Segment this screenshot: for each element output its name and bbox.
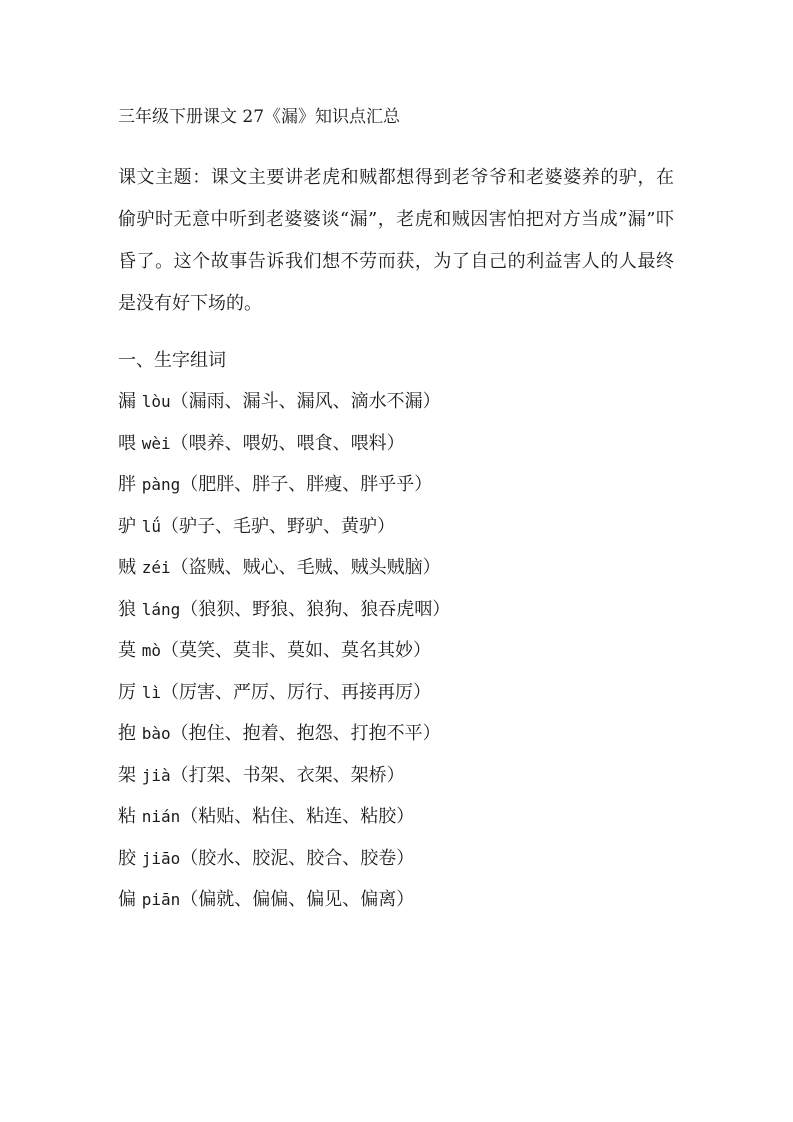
- vocabulary-character: 厉: [118, 681, 136, 703]
- vocabulary-pinyin: pàng: [141, 475, 181, 494]
- vocabulary-pinyin: jià: [141, 765, 171, 785]
- vocabulary-pinyin: lì: [141, 682, 161, 702]
- vocabulary-item: [118, 681, 450, 723]
- vocabulary-terms: （偏就、偏偏、偏见、偏离）: [180, 889, 415, 910]
- vocabulary-item: [118, 556, 450, 598]
- vocabulary-terms: （漏雨、漏斗、漏风、滴水不漏）: [170, 391, 441, 412]
- vocabulary-item: [118, 722, 450, 764]
- vocabulary-item: [118, 805, 450, 847]
- vocabulary-pinyin: bào: [141, 724, 171, 743]
- vocabulary-terms: （抱住、抱着、抱怨、打抱不平）: [170, 723, 441, 744]
- vocabulary-terms: （粘贴、粘住、粘连、粘胶）: [180, 806, 415, 827]
- vocabulary-character: 狼: [118, 598, 136, 620]
- vocabulary-terms: （肥胖、胖子、胖瘦、胖乎乎）: [180, 474, 433, 495]
- vocabulary-pinyin: láng: [141, 599, 181, 619]
- vocabulary-character: 喂: [118, 432, 136, 454]
- vocabulary-item: [118, 432, 450, 474]
- vocabulary-character: 架: [118, 764, 136, 786]
- vocabulary-character: 贼: [118, 557, 136, 578]
- vocabulary-pinyin: nián: [141, 807, 181, 826]
- vocabulary-terms: （狼狈、野狼、狼狗、狼吞虎咽）: [180, 598, 451, 620]
- vocabulary-pinyin: wèi: [141, 433, 171, 453]
- vocabulary-item: [118, 473, 450, 515]
- vocabulary-item: [118, 598, 450, 640]
- lesson-summary: 课文主题：课文主要讲老虎和贼都想得到老爷爷和老婆婆养的驴，在偷驴时无意中听到老婆婆谈“漏”，老虎和贼因害怕把对方当成”漏”吓昏了。这个故事告诉我们想不劳而获，为了自己的利益害人的人最终是没有好下场的。: [118, 167, 674, 314]
- vocabulary-pinyin: lòu: [141, 392, 171, 411]
- vocabulary-item: [118, 515, 450, 557]
- document-title: 三年级下册课文 27《漏》知识点汇总: [118, 107, 401, 127]
- vocabulary-character: 粘: [118, 806, 136, 827]
- vocabulary-list: [118, 390, 450, 930]
- vocabulary-character: 驴: [118, 515, 136, 537]
- vocabulary-pinyin: lǘ: [141, 516, 161, 536]
- vocabulary-item: [118, 847, 450, 889]
- vocabulary-terms: （喂养、喂奶、喂食、喂料）: [170, 432, 405, 454]
- vocabulary-terms: （厉害、严厉、厉行、再接再厉）: [161, 681, 431, 703]
- vocabulary-item: [118, 888, 450, 930]
- vocabulary-character: 胶: [118, 847, 136, 869]
- vocabulary-pinyin: jiāo: [141, 848, 181, 868]
- vocabulary-terms: （莫笑、莫非、莫如、莫名其妙）: [161, 640, 431, 661]
- vocabulary-terms: （盗贼、贼心、毛贼、贼头贼脑）: [170, 557, 441, 578]
- vocabulary-item: [118, 390, 450, 432]
- vocabulary-character: 漏: [118, 391, 136, 412]
- vocabulary-character: 莫: [118, 640, 136, 661]
- vocabulary-item: [118, 764, 450, 806]
- vocabulary-pinyin: zéi: [141, 558, 171, 577]
- vocabulary-terms: （驴子、毛驴、野驴、黄驴）: [161, 515, 395, 537]
- vocabulary-character: 胖: [118, 474, 136, 495]
- vocabulary-item: [118, 639, 450, 681]
- section-heading: 一、生字组词: [118, 350, 226, 371]
- vocabulary-terms: （胶水、胶泥、胶合、胶卷）: [180, 847, 415, 869]
- vocabulary-pinyin: mò: [141, 641, 161, 660]
- vocabulary-character: 偏: [118, 889, 136, 910]
- vocabulary-terms: （打架、书架、衣架、架桥）: [170, 764, 405, 786]
- vocabulary-character: 抱: [118, 723, 136, 744]
- vocabulary-pinyin: piān: [141, 890, 181, 909]
